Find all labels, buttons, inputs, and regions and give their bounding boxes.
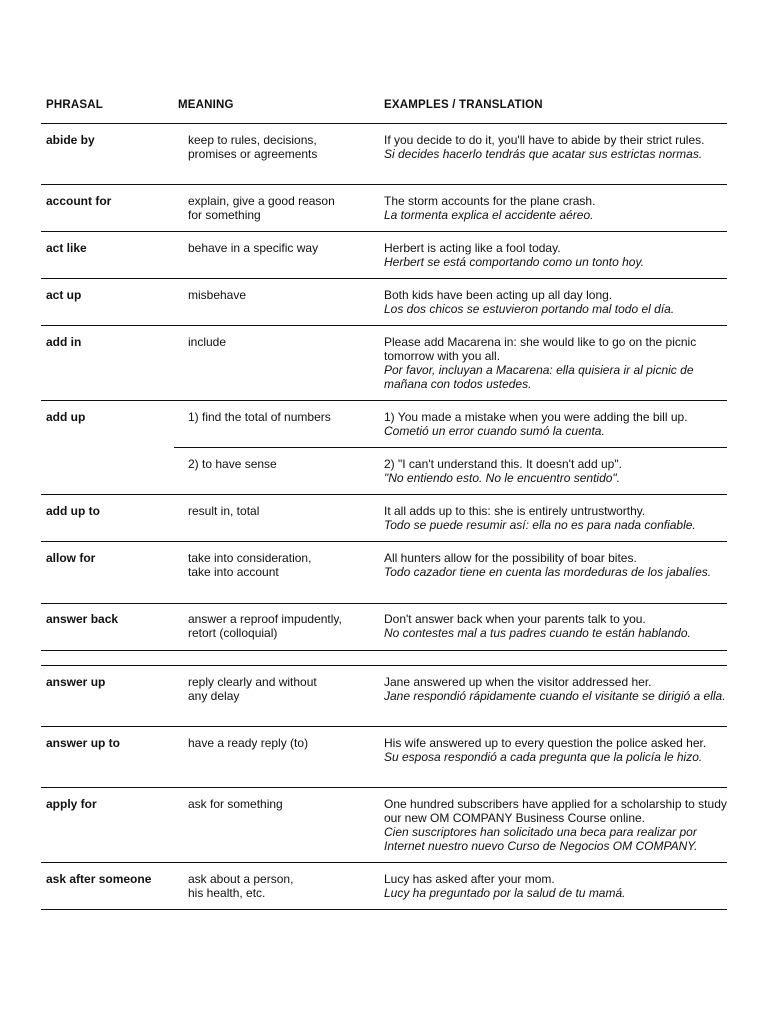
- example-cell: [384, 551, 728, 579]
- example-text: Don't answer back when your parents talk to you.: [384, 612, 646, 626]
- meaning-cell: take into consideration, take into account: [188, 551, 312, 579]
- meaning-cell: keep to rules, decisions, promises or agreements: [188, 133, 318, 161]
- row-divider: [41, 494, 727, 495]
- translation-text: La tormenta explica el accidente aéreo.: [384, 208, 594, 222]
- example-cell: [384, 194, 728, 222]
- meaning-cell: misbehave: [188, 288, 247, 302]
- meaning-cell: answer a reproof impudently, retort (colloquial): [188, 612, 342, 640]
- translation-text: Jane respondió rápidamente cuando el visitante se dirigió a ella.: [384, 689, 726, 703]
- example-cell: [384, 457, 728, 485]
- translation-text: Lucy ha preguntado por la salud de tu mamá.: [384, 886, 626, 900]
- example-cell: [384, 797, 728, 853]
- meaning-cell: explain, give a good reason for something: [188, 194, 335, 222]
- meaning-cell: behave in a specific way: [188, 241, 319, 255]
- meaning-cell: 1) find the total of numbers: [188, 410, 331, 424]
- row-divider: [41, 862, 727, 863]
- translation-text: Todo se puede resumir así: ella no es para nada confiable.: [384, 518, 696, 532]
- example-text: Herbert is acting like a fool today.: [384, 241, 561, 255]
- row-divider: [41, 278, 727, 279]
- header-meaning: MEANING: [178, 99, 234, 111]
- example-text: If you decide to do it, you'll have to abide by their strict rules.: [384, 133, 705, 147]
- row-divider: [41, 541, 727, 542]
- meaning-cell: 2) to have sense: [188, 457, 277, 471]
- phrasal-cell: answer back: [46, 612, 119, 626]
- header-examples: EXAMPLES / TRANSLATION: [384, 99, 543, 111]
- table-bottom-rule: [41, 909, 727, 910]
- translation-text: Herbert se está comportando como un tonto hoy.: [384, 255, 644, 269]
- meaning-cell: ask for something: [188, 797, 283, 811]
- sub-row-divider: [174, 447, 727, 448]
- example-text: The storm accounts for the plane crash.: [384, 194, 596, 208]
- translation-text: No contestes mal a tus padres cuando te están hablando.: [384, 626, 691, 640]
- row-divider: [41, 787, 727, 788]
- meaning-cell: result in, total: [188, 504, 260, 518]
- header-phrasal: PHRASAL: [46, 99, 103, 111]
- example-cell: [384, 241, 728, 269]
- row-divider: [41, 231, 727, 232]
- example-cell: [384, 872, 728, 900]
- translation-text: Si decides hacerlo tendrás que acatar sus estrictas normas.: [384, 147, 703, 161]
- translation-text: "No entiendo esto. No le encuentro sentido".: [384, 471, 621, 485]
- row-divider: [41, 650, 727, 651]
- translation-text: Cien suscriptores han solicitado una beca para realizar por Internet nuestro nuevo Curso de Negocios OM COMPANY.: [384, 825, 698, 853]
- example-text: All hunters allow for the possibility of boar bites.: [384, 551, 637, 565]
- row-divider: [41, 726, 727, 727]
- example-cell: [384, 504, 728, 532]
- example-cell: [384, 288, 728, 316]
- meaning-cell: include: [188, 335, 227, 349]
- example-text: 1) You made a mistake when you were adding the bill up.: [384, 410, 688, 424]
- translation-text: Los dos chicos se estuvieron portando mal todo el día.: [384, 302, 675, 316]
- meaning-cell: reply clearly and without any delay: [188, 675, 317, 703]
- example-text: His wife answered up to every question the police asked her.: [384, 736, 707, 750]
- row-divider: [41, 400, 727, 401]
- phrasal-cell: apply for: [46, 797, 97, 811]
- phrasal-cell: act like: [46, 241, 87, 255]
- example-text: One hundred subscribers have applied for a scholarship to study our new OM COMPANY Business Course online.: [384, 797, 727, 825]
- example-cell: [384, 133, 728, 161]
- example-cell: [384, 675, 728, 703]
- example-cell: [384, 410, 728, 438]
- meaning-cell: ask about a person, his health, etc.: [188, 872, 294, 900]
- example-text: Lucy has asked after your mom.: [384, 872, 555, 886]
- example-text: Both kids have been acting up all day long.: [384, 288, 613, 302]
- phrasal-cell: answer up: [46, 675, 106, 689]
- example-cell: [384, 612, 728, 640]
- translation-text: Cometió un error cuando sumó la cuenta.: [384, 424, 605, 438]
- row-divider: [41, 325, 727, 326]
- meaning-cell: have a ready reply (to): [188, 736, 309, 750]
- example-cell: [384, 335, 728, 391]
- translation-text: Por favor, incluyan a Macarena: ella quisiera ir al picnic de mañana con todos ustedes.: [384, 363, 694, 391]
- translation-text: Su esposa respondió a cada pregunta que la policía le hizo.: [384, 750, 703, 764]
- example-text: 2) "I can't understand this. It doesn't add up".: [384, 457, 622, 471]
- example-text: Jane answered up when the visitor addressed her.: [384, 675, 652, 689]
- phrasal-cell: abide by: [46, 133, 95, 147]
- row-divider: [41, 603, 727, 604]
- phrasal-cell: add in: [46, 335, 82, 349]
- phrasal-cell: account for: [46, 194, 112, 208]
- phrasal-cell: add up: [46, 410, 86, 424]
- example-text: It all adds up to this: she is entirely untrustworthy.: [384, 504, 646, 518]
- row-divider: [41, 184, 727, 185]
- phrasal-cell: allow for: [46, 551, 96, 565]
- phrasal-cell: answer up to: [46, 736, 121, 750]
- example-cell: [384, 736, 728, 764]
- phrasal-cell: add up to: [46, 504, 100, 518]
- translation-text: Todo cazador tiene en cuenta las mordeduras de los jabalíes.: [384, 565, 712, 579]
- example-text: Please add Macarena in: she would like to go on the picnic tomorrow with you all.: [384, 335, 697, 363]
- phrasal-cell: act up: [46, 288, 82, 302]
- phrasal-cell: ask after someone: [46, 872, 152, 886]
- header-rule: [41, 123, 727, 124]
- row-divider: [41, 665, 727, 666]
